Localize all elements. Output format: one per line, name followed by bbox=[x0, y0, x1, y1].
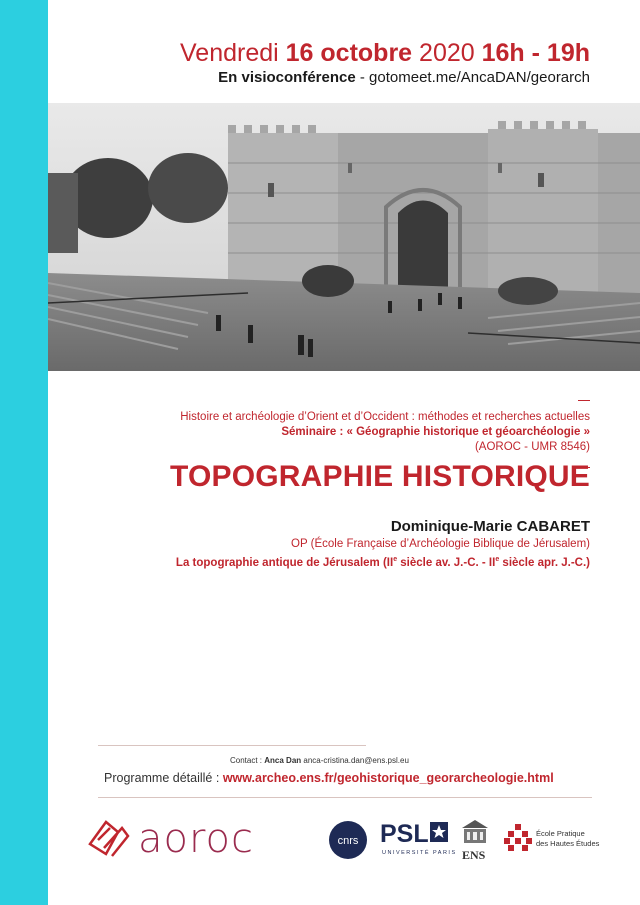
talk-title-part: La topographie antique de Jérusalem (II bbox=[175, 556, 394, 569]
programme-line bbox=[104, 771, 554, 785]
contact-email[interactable]: anca-cristina.dan@ens.psl.eu bbox=[301, 756, 409, 765]
talk-title-part: siècle av. J.-C. - II bbox=[397, 556, 496, 569]
programme-label: Programme détaillé : bbox=[104, 771, 223, 785]
event-date bbox=[70, 38, 590, 68]
aoroc-wordmark: aoroc bbox=[138, 816, 255, 862]
speaker-name: Dominique-Marie CABARET bbox=[390, 518, 590, 535]
damascus-gate-photo bbox=[48, 103, 640, 371]
talk-title bbox=[70, 552, 590, 571]
event-header bbox=[70, 38, 590, 88]
psl-logo bbox=[380, 820, 457, 864]
seminar-series: Histoire et archéologie d’Orient et d’Occident : méthodes et recherches actuelles bbox=[180, 411, 590, 423]
contact-name: Anca Dan bbox=[264, 756, 302, 765]
partner-logos bbox=[48, 812, 640, 872]
ephe-line1: École Pratique bbox=[536, 829, 585, 838]
talk-title-part: siècle apr. J.-C.) bbox=[499, 556, 590, 569]
footer-divider-top bbox=[98, 745, 366, 746]
ephe-logo bbox=[504, 820, 634, 860]
aoroc-emblem-icon bbox=[84, 814, 134, 864]
ephe-emblem-icon bbox=[504, 824, 532, 852]
cnrs-logo bbox=[328, 820, 368, 860]
visio-label: En visioconférence bbox=[218, 69, 356, 86]
speaker-block bbox=[70, 517, 590, 571]
contact-line bbox=[230, 756, 409, 765]
cnrs-wordmark: cnrs bbox=[337, 835, 359, 847]
visio-line bbox=[70, 68, 590, 88]
date-day: Vendredi bbox=[180, 39, 279, 67]
psl-wordmark: PSL bbox=[380, 820, 429, 848]
visio-separator: - bbox=[355, 69, 370, 86]
talk-title-sup: e bbox=[495, 556, 500, 563]
contact-label: Contact : bbox=[230, 756, 265, 765]
date-day-month: 16 octobre bbox=[285, 39, 413, 67]
programme-link[interactable]: www.archeo.ens.fr/geohistorique_georarcheologie.html bbox=[222, 771, 554, 785]
talk-title-sup: e bbox=[393, 556, 398, 563]
seminar-name: Séminaire : « Géographie historique et géoarchéologie » bbox=[281, 426, 590, 438]
speaker-affiliation: OP (École Française d’Archéologie Biblique de Jérusalem) bbox=[291, 538, 590, 550]
footer-divider-bottom bbox=[98, 797, 592, 798]
date-year: 2020 bbox=[419, 39, 475, 67]
psl-star-icon bbox=[430, 822, 448, 842]
visio-link[interactable]: gotomeet.me/AncaDAN/georarch bbox=[369, 69, 590, 86]
psl-subtitle: UNIVERSITÉ PARIS bbox=[382, 850, 457, 856]
ephe-wordmark bbox=[536, 829, 599, 849]
ephe-line2: des Hautes Études bbox=[536, 839, 600, 848]
ens-logo bbox=[460, 818, 494, 864]
ens-wordmark: ENS bbox=[462, 848, 486, 862]
event-time: 16h - 19h bbox=[481, 39, 590, 67]
page-title: TOPOGRAPHIE HISTORIQUE bbox=[169, 460, 590, 493]
ens-building-icon bbox=[460, 818, 490, 846]
seminar-unit: (AOROC - UMR 8546) bbox=[474, 441, 590, 453]
cnrs-emblem-icon bbox=[328, 820, 368, 860]
divider-tick bbox=[578, 400, 590, 401]
side-color-bar bbox=[0, 0, 48, 905]
aoroc-logo bbox=[84, 814, 274, 864]
